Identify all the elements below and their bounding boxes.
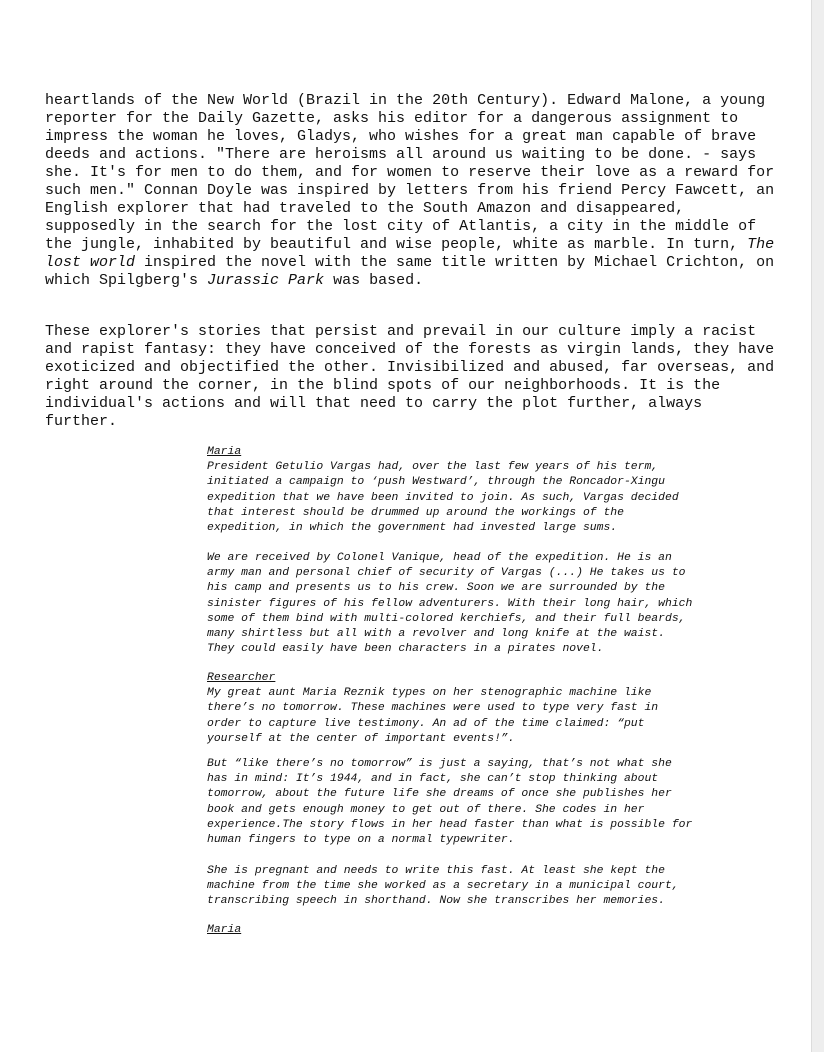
script-line: yourself at the center of important events!”. — [207, 732, 515, 745]
script-block-researcher-2 — [207, 757, 777, 848]
script-line: expedition that we have been invited to join. As such, Vargas decided — [207, 491, 679, 504]
speaker-label: Researcher — [207, 672, 276, 684]
book-title-lost-world: The lost world — [45, 236, 775, 271]
script-line: They could easily have been characters in a pirates novel. — [207, 643, 604, 656]
script-block-researcher-3 — [207, 864, 777, 910]
paragraph-text: heartlands of the New World (Brazil in the 20th Century). Edward Malone, a young reporter for the Daily Gazette, asks his editor for a dangerous assignment to impress the woman he loves, Gladys, who wishes for a great man capable of brave deeds and actions. "There are heroisms all around us waiting to be done. - says she. It's for men to do them, and for women to reserve their love as a reward for such men." Connan Doyle was inspired by letters from his friend Percy Fawcett, an English explorer that had traveled to the South Amazon and disappeared, supposedly in the search for the lost city of Atlantis, a city in the middle of the jungle, inhabited by beautiful and wise people, white as marble. In turn, — [45, 92, 775, 253]
script-line: We are received by Colonel Vanique, head of the expedition. He is an — [207, 552, 672, 564]
script-line: expedition, in which the government had invested large sums. — [207, 522, 618, 535]
script-line: has in mind: It’s 1944, and in fact, she can’t stop thinking about — [207, 773, 659, 786]
script-block-maria-1 — [207, 445, 777, 536]
body-paragraph-2: These explorer's stories that persist and prevail in our culture imply a racist and rapist fantasy: they have conceived of the forests as virgin lands, they have exoticized and objectified the other. Invisibilized and abused, far overseas, and right around the corner, in the blind spots of our neighborhoods. It is the individual's actions and will that need to carry the plot further, always further. — [45, 323, 775, 430]
script-line: My great aunt Maria Reznik types on her stenographic machine like — [207, 687, 652, 700]
script-line: transcribing speech in shorthand. Now she transcribes her memories. — [207, 895, 665, 908]
script-line: that interest should be drummed up around the workings of the — [207, 506, 624, 519]
script-line: sinister figures of his fellow adventurers. With their long hair, which — [207, 597, 693, 610]
speaker-label: Maria — [207, 446, 242, 458]
script-line: order to capture live testimony. An ad of the time claimed: “put — [207, 717, 645, 730]
script-block-maria-3 — [207, 923, 777, 938]
script-line: machine from the time she worked as a secretary in a municipal court, — [207, 880, 679, 893]
page-edge-scrollbar[interactable] — [811, 0, 824, 1052]
script-line: President Getulio Vargas had, over the last few years of his term, — [207, 461, 659, 474]
script-line: She is pregnant and needs to write this fast. At least she kept the — [207, 865, 665, 877]
script-line: initiated a campaign to ‘push Westward’, through the Roncador-Xingu — [207, 476, 665, 489]
script-line: there’s no tomorrow. These machines were used to type very fast in — [207, 702, 659, 715]
script-line: some of them bind with multi-colored kerchiefs, and their full beards, — [207, 612, 686, 625]
script-line: his camp and presents us to his crew. Soon we are surrounded by the — [207, 582, 665, 595]
book-title-jurassic-park: Jurassic Park — [207, 272, 325, 289]
script-line: human fingers to type on a normal typewriter. — [207, 834, 515, 847]
paragraph-text: was based. — [324, 272, 424, 289]
script-block-maria-2 — [207, 551, 777, 657]
script-line: army man and personal chief of security of Vargas (...) He takes us to — [207, 567, 686, 580]
script-line: experience.The story flows in her head faster than what is possible for — [207, 818, 693, 831]
paragraph-text: inspired the novel with the same title written by Michael Crichton, on which Spilgberg's — [45, 254, 775, 289]
script-line: tomorrow, about the future life she dreams of once she publishes her — [207, 788, 672, 801]
script-block-researcher — [207, 671, 777, 747]
body-paragraph-1 — [45, 92, 780, 290]
script-line: But “like there’s no tomorrow” is just a saying, that’s not what she — [207, 758, 672, 770]
script-line: many shirtless but all with a revolver and long knife at the waist. — [207, 628, 665, 641]
speaker-label: Maria — [207, 924, 242, 936]
script-line: book and gets enough money to get out of there. She codes in her — [207, 803, 645, 816]
